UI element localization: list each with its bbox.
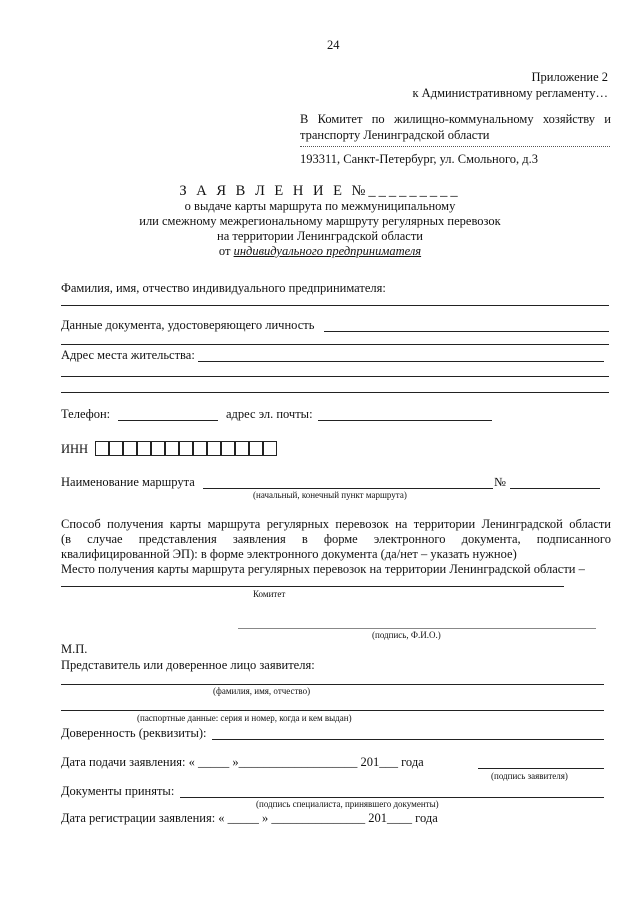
method-line2-text: (в случае представления заявления в форме электронного документа, подписанного	[61, 532, 611, 546]
passport-hint: (паспортные данные: серия и номер, когда и кем выдан)	[137, 713, 352, 723]
applicant-signature-field[interactable]	[478, 768, 604, 769]
inn-label: ИНН	[61, 442, 89, 456]
appendix-line2: к Административному регламенту…	[412, 86, 608, 100]
address-field[interactable]	[198, 361, 604, 362]
signature-hint: (подпись, Ф.И.О.)	[372, 630, 441, 640]
method-line1-text: Способ получения карты маршрута регулярных перевозок на территории Ленинградской области	[61, 517, 611, 531]
recipient-line1	[300, 112, 611, 127]
route-hint: (начальный, конечный пункт маршрута)	[253, 490, 407, 500]
address-field-2[interactable]	[61, 376, 609, 377]
fio-field[interactable]	[61, 305, 609, 306]
statement-subtitle-1: о выдаче карты маршрута по межмуниципальному	[184, 199, 456, 213]
id-doc-field-2[interactable]	[61, 344, 609, 345]
fio-label: Фамилия, имя, отчество индивидуального предпринимателя:	[61, 281, 386, 295]
recipient-divider	[300, 146, 610, 147]
applicant-signature-hint: (подпись заявителя)	[491, 771, 568, 781]
appendix-line1: Приложение 2	[531, 70, 608, 84]
method-line3: квалифицированной ЭП): в форме электронного документа (да/нет – указать нужное)	[61, 547, 517, 561]
accepted-label: Документы приняты:	[61, 784, 175, 798]
recipient-line2: транспорту Ленинградской области	[300, 128, 490, 142]
address-label: Адрес места жительства:	[61, 348, 195, 362]
address-field-3[interactable]	[61, 392, 609, 393]
method-line2	[61, 532, 611, 547]
email-label: адрес эл. почты:	[226, 407, 313, 421]
power-of-attorney-label: Доверенность (реквизиты):	[61, 726, 207, 740]
page-number: 24	[327, 38, 340, 52]
inn-cell[interactable]	[193, 441, 207, 456]
accepted-field[interactable]	[180, 797, 604, 798]
signature-field[interactable]	[238, 628, 596, 629]
route-field[interactable]	[203, 488, 493, 489]
phone-label: Телефон:	[61, 407, 111, 421]
inn-cell[interactable]	[137, 441, 151, 456]
power-of-attorney-field[interactable]	[212, 739, 604, 740]
place-label: Место получения карты маршрута регулярных перевозок на территории Ленинградской области –	[61, 562, 585, 576]
subtitle-4-italic: индивидуального предпринимателя	[233, 244, 422, 258]
inn-cell[interactable]	[179, 441, 193, 456]
stamp-label: М.П.	[61, 642, 88, 656]
route-number-field[interactable]	[510, 488, 600, 489]
method-line1	[61, 517, 611, 532]
phone-field[interactable]	[118, 420, 218, 421]
id-doc-label: Данные документа, удостоверяющего личность	[61, 318, 315, 332]
id-doc-field[interactable]	[324, 331, 609, 332]
route-label: Наименование маршрута	[61, 475, 195, 489]
submission-date[interactable]: Дата подачи заявления: « _____ »___________________ 201___ года	[61, 755, 424, 769]
inn-cell[interactable]	[249, 441, 263, 456]
subtitle-4-prefix: от	[218, 244, 234, 258]
passport-field[interactable]	[61, 710, 604, 711]
accepted-hint: (подпись специалиста, принявшего документы)	[256, 799, 439, 809]
statement-subtitle-3: на территории Ленинградской области	[217, 229, 423, 243]
inn-cell[interactable]	[151, 441, 165, 456]
inn-cell[interactable]	[207, 441, 221, 456]
statement-subtitle-2: или смежному межрегиональному маршруту регулярных перевозок	[139, 214, 501, 228]
representative-label: Представитель или доверенное лицо заявителя:	[61, 658, 315, 672]
email-field[interactable]	[318, 420, 492, 421]
inn-cell[interactable]	[235, 441, 249, 456]
statement-subtitle-4	[0, 244, 640, 259]
inn-cell[interactable]	[221, 441, 235, 456]
representative-fio-field[interactable]	[61, 684, 604, 685]
fio-hint: (фамилия, имя, отчество)	[213, 686, 311, 696]
recipient-line1-text: В Комитет по жилищно-коммунальному хозяйству и	[300, 112, 611, 126]
place-field[interactable]	[61, 586, 564, 587]
committee-hint: Комитет	[253, 589, 286, 599]
inn-cell[interactable]	[263, 441, 277, 456]
statement-title: З А Я В Л Е Н И Е №_________	[179, 183, 461, 199]
registration-date[interactable]: Дата регистрации заявления: « _____ » _______________ 201____ года	[61, 811, 438, 825]
inn-cell[interactable]	[123, 441, 137, 456]
route-number-label: №	[494, 475, 506, 489]
inn-cell[interactable]	[109, 441, 123, 456]
recipient-address: 193311, Санкт-Петербург, ул. Смольного, д.3	[300, 152, 539, 166]
inn-cell[interactable]	[165, 441, 179, 456]
inn-cell[interactable]	[95, 441, 109, 456]
